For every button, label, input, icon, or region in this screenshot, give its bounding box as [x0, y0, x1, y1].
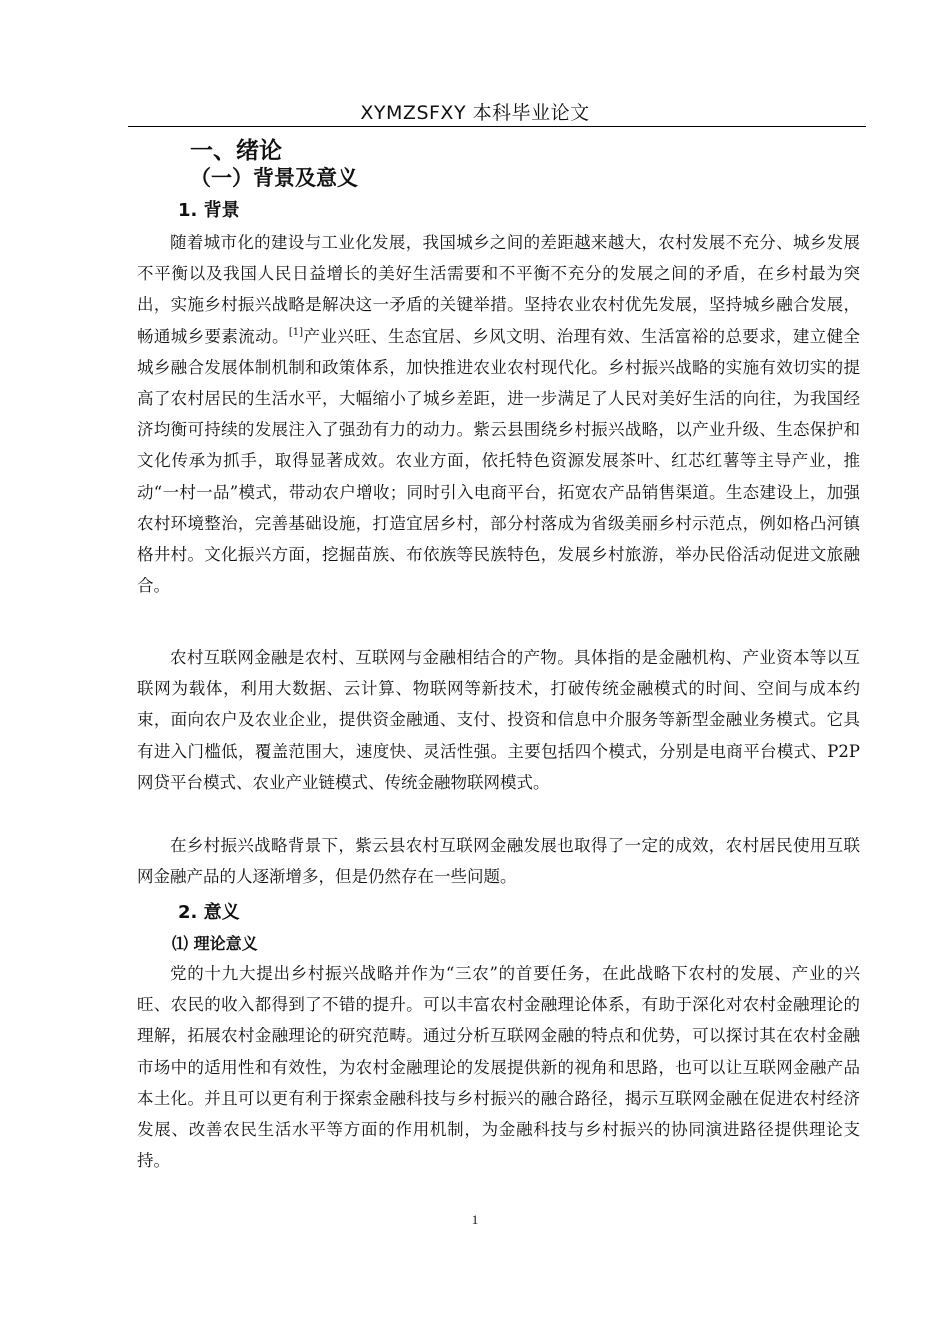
paragraph-theoretical-significance: 党的十九大提出乡村振兴战略并作为“三农”的首要任务，在此战略下农村的发展、产业的兴旺、农民的收入都得到了不错的提升。可以丰富农村金融理论体系，有助于深化对农村金融理论的理解，拓展农村金融理论的研究范畴。通过分析互联网金融的特点和优势，可以探讨其在农村金融市场中的适用性和有效性，为农村金融理论的发展提供新的视角和思路，也可以让互联网金融产品本土化。并且可以更有利于探索金融科技与乡村振兴的融合路径，揭示互联网金融在促进农村经济发展、改善农民生活水平等方面的作用机制，为金融科技与乡村振兴的协同演进路径提供理论支持。: [137, 964, 860, 1171]
subsubsection-title-theory: ⑴ 理论意义: [172, 934, 258, 953]
subsection-title-background: 1. 背景: [178, 200, 240, 221]
paragraph-background-part-a: 随着城市化的建设与工业化发展，我国城乡之间的差距越来越大，农村发展不充分、城乡发展不平衡以及我国人民日益增长的美好生活需要和不平衡不充分的发展之间的矛盾，在乡村最为突出，实施乡村振兴战略是解决这一矛盾的关键举措。坚持农业农村优先发展，坚持城乡融合发展，畅通城乡要素流动。: [137, 233, 860, 346]
citation-ref: [1]: [288, 326, 304, 338]
page-header: XYMZSFXY 本科毕业论文: [360, 102, 590, 124]
page-number: 1: [471, 1212, 479, 1227]
chapter-title: 一、绪论: [190, 138, 282, 164]
paragraph-background: [137, 227, 860, 601]
paragraph-rural-internet-finance: 农村互联网金融是农村、互联网与金融相结合的产物。具体指的是金融机构、产业资本等以互联网为载体，利用大数据、云计算、物联网等新技术，打破传统金融模式的时间、空间与成本约束，面向农户及农业企业，提供资金融通、支付、投资和信息中介服务等新型金融业务模式。它具有进入门槛低，覆盖范围大，速度快、灵活性强。主要包括四个模式，分别是电商平台模式、P2P 网贷平台模式、农业产业链模式、传统金融物联网模式。: [137, 648, 860, 792]
subsection-title-significance: 2. 意义: [178, 902, 240, 923]
header-divider: [128, 126, 866, 127]
paragraph-background-part-b: 产业兴旺、生态宜居、乡风文明、治理有效、生活富裕的总要求，建立健全城乡融合发展体制机制和政策体系，加快推进农业农村现代化。乡村振兴战略的实施有效切实的提高了农村居民的生活水平，大幅缩小了城乡差距，进一步满足了人民对美好生活的向往，为我国经济均衡可持续的发展注入了强劲有力的动力。紫云县围绕乡村振兴战略，以产业升级、生态保护和文化传承为抓手，取得显著成效。农业方面，依托特色资源发展茶叶、红芯红薯等主导产业，推动“一村一品”模式，带动农户增收；同时引入电商平台，拓宽农产品销售渠道。生态建设上，加强农村环境整治，完善基础设施，打造宜居乡村，部分村落成为省级美丽乡村示范点，例如格凸河镇格井村。文化振兴方面，挖掘苗族、布依族等民族特色，发展乡村旅游，举办民俗活动促进文旅融合。: [137, 326, 861, 596]
paragraph-context: 在乡村振兴战略背景下，紫云县农村互联网金融发展也取得了一定的成效，农村居民使用互联网金融产品的人逐渐增多，但是仍然存在一些问题。: [137, 836, 860, 887]
section-title: （一）背景及意义: [190, 166, 358, 190]
